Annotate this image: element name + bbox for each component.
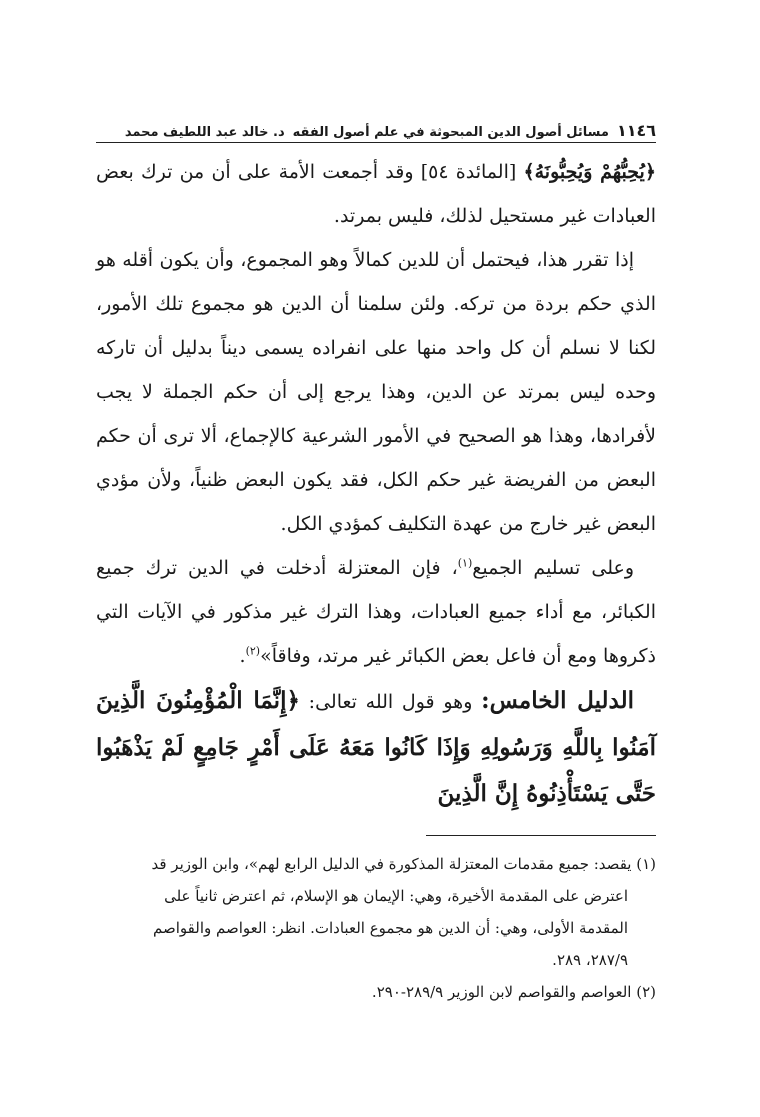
paragraph-1-text: [المائدة ٥٤] وقد أجمعت الأمة على أن من ترك بعض العبادات غير مستحيل لذلك، فليس بمرتد. — [96, 161, 656, 227]
footnote-ref-1[interactable]: (١) — [457, 556, 473, 570]
main-text — [96, 150, 656, 817]
paragraph-3 — [96, 546, 656, 678]
footnote-1-line-3: المقدمة الأولى، وهي: أن الدين هو مجموع العبادات. انظر: العواصم والقواصم — [153, 919, 628, 937]
footnote-1-line-2: اعترض على المقدمة الأخيرة، وهي: الإيمان هو الإسلام، ثم اعترض ثانياً على — [164, 887, 628, 905]
book-title: مسائل أصول الدين المبحوثة في علم أصول الفقه — [292, 125, 609, 140]
document-page — [96, 0, 656, 1117]
footnotes — [96, 848, 656, 1008]
paragraph-3-text-a: وعلى تسليم الجميع — [472, 557, 634, 579]
verse-quote: ﴿إِنَّمَا الْمُؤْمِنُونَ الَّذِينَ آمَنُوا بِاللَّهِ وَرَسُولِهِ وَإِذَا كَانُوا مَعَهُ عَلَى أَمْرٍ جَامِعٍ لَمْ يَذْهَبُوا حَتَّى يَسْتَأْذِنُوهُ إِنَّ الَّذِينَ — [96, 687, 656, 807]
paragraph-3-text-b: ، فإن المعتزلة أدخلت في الدين ترك جميع الكبائر، مع أداء جميع العبادات، وهذا الترك غير مذكور في الآيات التي ذكروها ومع أن فاعل بعض الكبائر غير مرتد، وفاقاً» — [96, 557, 656, 667]
paragraph-3-end: . — [239, 645, 246, 667]
footnote-2: (٢) العواصم والقواصم لابن الوزير ٢٨٩/٩-٢٩٠. — [371, 983, 656, 1001]
paragraph-4 — [96, 678, 656, 817]
paragraph-4-text: وهو قول الله تعالى: — [299, 691, 482, 713]
quran-quote: ﴿يُحِبُّهُمْ وَيُحِبُّونَهُ﴾ — [523, 161, 656, 183]
footnote-ref-2[interactable]: (٢) — [245, 644, 261, 658]
author-name: د. خالد عبد اللطيف محمد — [124, 125, 285, 140]
paragraph-1 — [96, 150, 656, 238]
evidence-label: الدليل الخامس: — [481, 687, 635, 714]
header-rule — [96, 142, 656, 143]
footnote-1-line-4: ٢٨٧/٩، ٢٨٩. — [552, 951, 628, 969]
footnote-1-line-1: (١) يقصد: جميع مقدمات المعتزلة المذكورة في الدليل الرابع لهم»، وابن الوزير قد — [151, 855, 656, 873]
footnote-rule — [426, 835, 656, 836]
running-header — [96, 112, 656, 140]
page-number: ١١٤٦ — [616, 121, 656, 140]
paragraph-2: إذا تقرر هذا، فيحتمل أن للدين كمالاً وهو المجموع، وأن يكون أقله هو الذي حكم بردة من تركه. ولئن سلمنا أن الدين هو مجموع تلك الأمور، لكنا لا نسلم أن كل واحد منها على انفراده يسمى ديناً بدليل أن تاركه وحده ليس بمرتد عن الدين، وهذا يرجع إلى أن حكم الجملة لا يجب لأفرادها، وهذا هو الصحيح في الأمور الشرعية كالإجماع، ألا ترى أن حكم البعض من الفريضة غير حكم الكل، فقد يكون البعض ظنياً، ولأن مؤدي البعض غير خارج من عهدة التكليف كمؤدي الكل. — [96, 249, 656, 535]
